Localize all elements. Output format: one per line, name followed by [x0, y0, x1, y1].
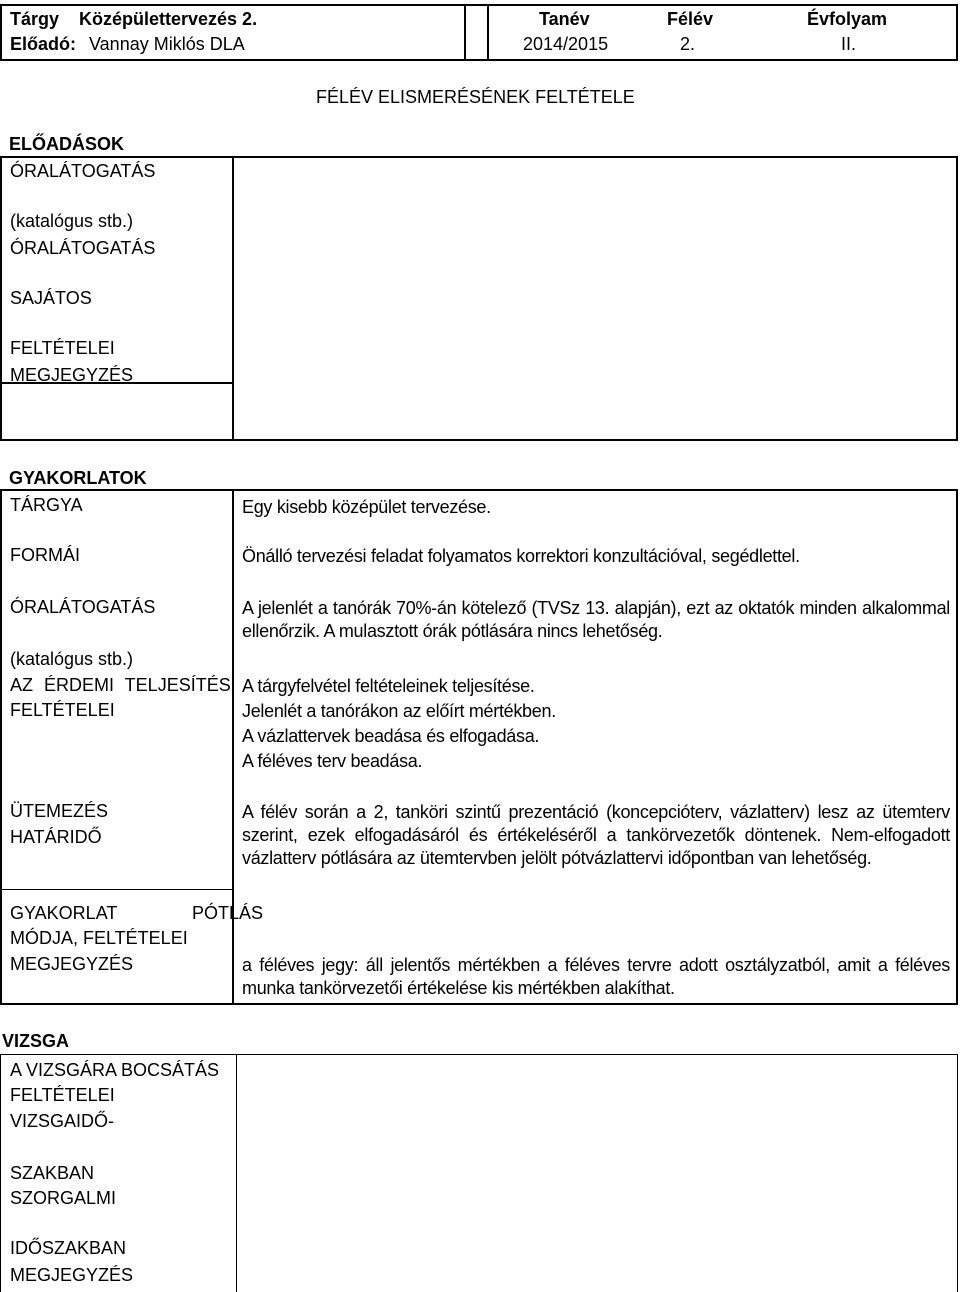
practice-merit-value-2: Jelenlét a tanórákon az előírt mértékben.: [242, 701, 556, 721]
practice-subject-value: Egy kisebb középület tervezése.: [242, 497, 491, 517]
practice-schedule-label-2: HATÁRIDŐ: [10, 827, 102, 847]
exam-heading: VIZSGA: [2, 1031, 70, 1051]
lecturer-value: Vannay Miklós DLA: [89, 34, 245, 54]
year-label: Tanév: [539, 9, 590, 29]
exam-period-label-2: SZAKBAN: [10, 1163, 95, 1183]
practice-merit-value-3: A vázlattervek beadása és elfogadása.: [242, 726, 540, 746]
exam-period-label-4: IDŐSZAKBAN: [10, 1238, 127, 1258]
header-divider-left: [464, 4, 466, 61]
exam-admission-label-1: A VIZSGÁRA BOCSÁTÁS: [10, 1060, 220, 1080]
exam-note-label: MEGJEGYZÉS: [10, 1265, 134, 1285]
grade-label: Évfolyam: [807, 9, 888, 29]
lectures-table: [0, 156, 958, 441]
exam-table: [0, 1054, 958, 1292]
practice-schedule-label-1: ÜTEMEZÉS: [10, 801, 109, 821]
subject-label: Tárgy: [10, 9, 60, 29]
exam-period-label-3: SZORGALMI: [10, 1188, 117, 1208]
practice-makeup-value: a féléves jegy: áll jelentős mértékben a féléves tervre adott osztályzatból, amit a féléves munka tankörvezetői értékelése kis mértékben alakíthat.: [242, 955, 950, 998]
practice-row-divider: [0, 889, 234, 890]
practice-makeup-label-2: MÓDJA, FELTÉTELEI: [10, 928, 188, 948]
practice-merit-value-4: A féléves terv beadása.: [242, 751, 423, 771]
practice-attendance-value: A jelenlét a tanórák 70%-án kötelező (TVSz 13. alapján), ezt az oktatók minden alkalommal ellenőrzik. A mulasztott órák pótlására nincs lehetőség.: [242, 598, 950, 641]
practice-forms-value: Önálló tervezési feladat folyamatos korrektori konzultációval, segédlettel.: [242, 546, 800, 566]
practice-makeup-label-1: GYAKORLAT PÓTLÁS: [10, 903, 264, 923]
lectures-special-label-1: ÓRALÁTOGATÁS: [10, 238, 156, 258]
practice-merit-label-2: FELTÉTELEI: [10, 700, 115, 720]
practice-merit-value-1: A tárgyfelvétel feltételeinek teljesítése.: [242, 676, 535, 696]
grade-value: II.: [841, 34, 857, 54]
practice-attendance-label-1: ÓRALÁTOGATÁS: [10, 597, 156, 617]
year-value: 2014/2015: [523, 34, 609, 54]
lectures-special-label-3: FELTÉTELEI: [10, 338, 115, 358]
lectures-special-label-2: SAJÁTOS: [10, 288, 92, 308]
semester-label: Félév: [667, 9, 714, 29]
practice-schedule-value: A félév során a 2, tanköri szintű prezentáció (koncepcióterv, vázlatterv) lesz az ütemterv szerint, ezek elfogadásáról és értékeléséről a tankörvezetők döntenek. Nem-elfogadott vázlatterv pótlására az ütemtervben jelölt pótvázlattervi időpontban van lehetőség.: [242, 802, 950, 868]
practice-forms-label: FORMÁI: [10, 545, 80, 565]
practice-heading: GYAKORLATOK: [9, 468, 147, 488]
exam-column-divider: [236, 1054, 237, 1292]
semester-value: 2.: [680, 34, 696, 54]
practice-makeup-label-3: MEGJEGYZÉS: [10, 954, 134, 974]
lectures-heading: ELŐADÁSOK: [9, 134, 125, 154]
subject-value: Középülettervezés 2.: [79, 9, 258, 29]
exam-period-label-1: VIZSGAIDŐ-: [10, 1111, 115, 1131]
header-divider-right: [487, 4, 489, 61]
lecturer-label: Előadó:: [10, 34, 76, 54]
practice-attendance-label-2: (katalógus stb.): [10, 649, 134, 669]
lectures-attendance-label-2: (katalógus stb.): [10, 211, 134, 231]
practice-subject-label: TÁRGYA: [10, 495, 83, 515]
practice-merit-label-1: AZ ÉRDEMI TELJESÍTÉS: [10, 675, 231, 695]
lectures-attendance-label-1: ÓRALÁTOGATÁS: [10, 161, 156, 181]
lectures-note-label: MEGJEGYZÉS: [10, 365, 134, 385]
section-title: FÉLÉV ELISMERÉSÉNEK FELTÉTELE: [316, 87, 635, 107]
practice-column-divider: [232, 489, 234, 1005]
lectures-column-divider: [232, 156, 234, 441]
exam-admission-label-2: FELTÉTELEI: [10, 1085, 115, 1105]
